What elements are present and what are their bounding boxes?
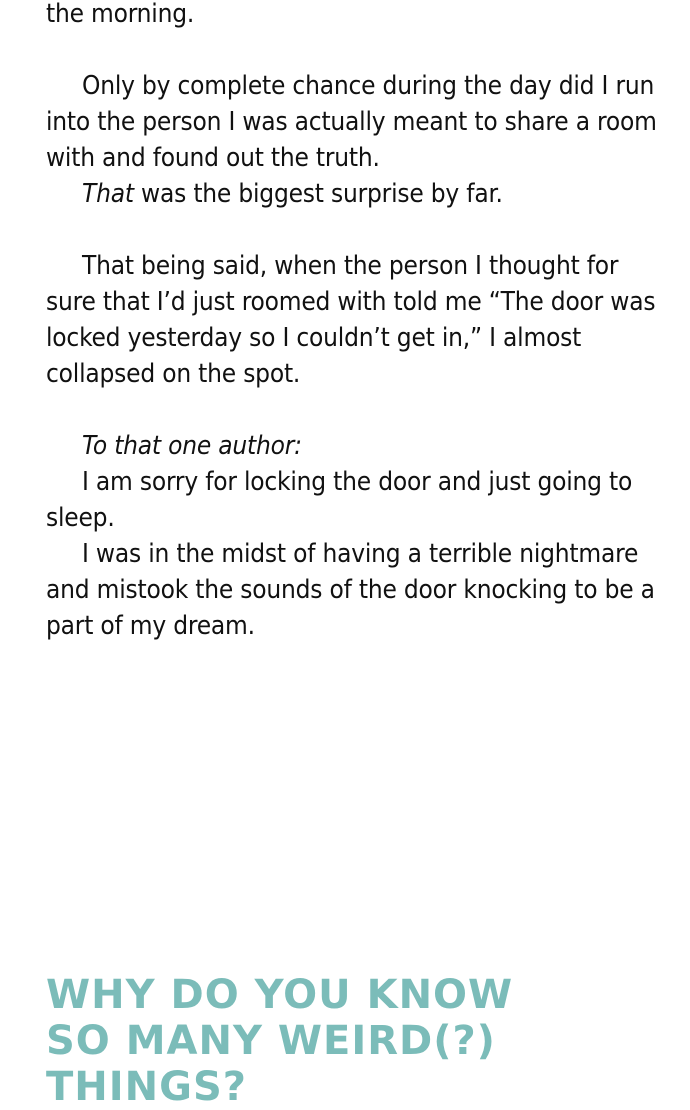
text-line: Only by complete chance during the day did I run xyxy=(82,71,655,101)
heading-line: WHY DO YOU KNOW xyxy=(46,972,514,1018)
afterword-text xyxy=(46,0,657,644)
text-line: part of my dream. xyxy=(46,611,255,641)
text-line: locked yesterday so I couldn’t get in,” I almost xyxy=(46,323,582,353)
text-line: To that one author: xyxy=(82,431,302,461)
text-line: the morning. xyxy=(46,0,195,29)
text-line: I was in the midst of having a terrible nightmare xyxy=(82,539,639,569)
section-heading xyxy=(46,972,513,1110)
paragraph-gap xyxy=(46,212,646,248)
text-line: That being said, when the person I thought for xyxy=(82,251,619,281)
text-line: with and found out the truth. xyxy=(46,143,380,173)
paragraph-gap xyxy=(46,32,646,68)
paragraph-gap xyxy=(46,392,646,428)
text-line: I am sorry for locking the door and just going to xyxy=(82,467,633,497)
text-line: collapsed on the spot. xyxy=(46,359,301,389)
text-line: sure that I’d just roomed with told me “The door was xyxy=(46,287,656,317)
text-line: into the person I was actually meant to share a room xyxy=(46,107,657,137)
emphasis-word: That xyxy=(82,179,134,209)
text-line: sleep. xyxy=(46,503,115,533)
heading-line: THINGS? xyxy=(46,1064,247,1110)
text-line: and mistook the sounds of the door knocking to be a xyxy=(46,575,655,605)
text-fragment: was the biggest surprise by far. xyxy=(133,179,503,209)
text-line xyxy=(46,176,646,212)
heading-line: SO MANY WEIRD(?) xyxy=(46,1018,496,1064)
